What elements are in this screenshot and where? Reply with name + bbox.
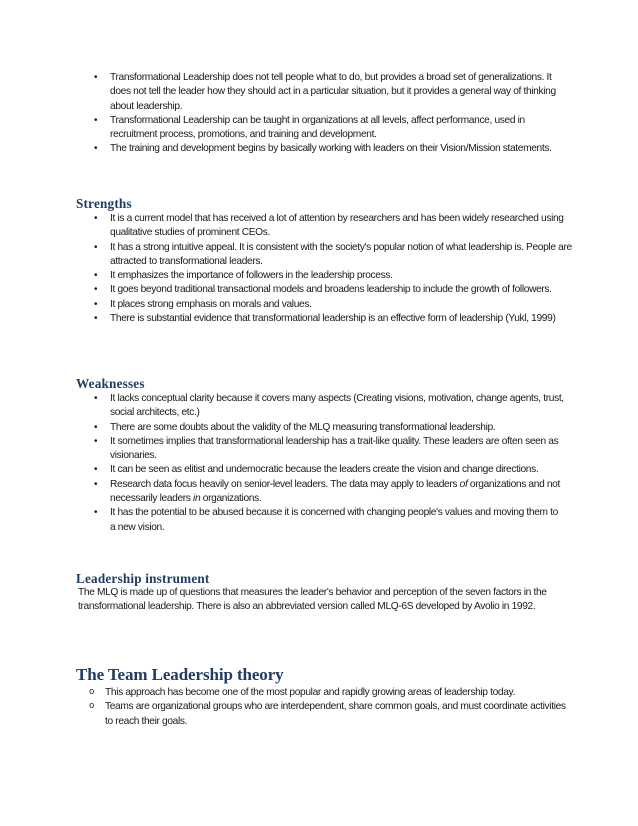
list-item: • Transformational Leadership does not tell people what to do, but provides a broad set of generalizations. It does not tell the leader how they should act in a particular situation, but it provides a general way of thinking about leadership. (110, 71, 565, 114)
weaknesses-heading: Weaknesses (76, 376, 145, 391)
list-item: o Teams are organizational groups who are interdependent, share common goals, and must coordinate activities to reach their goals. (105, 700, 575, 729)
emphasis-text: of (459, 478, 468, 490)
list-item: • It is a current model that has received a lot of attention by researchers and has been widely researched using qualitative studies of prominent CEOs. (110, 212, 572, 241)
strengths-heading: Strengths (76, 196, 132, 211)
list-item: o This approach has become one of the most popular and rapidly growing areas of leadership today. (105, 686, 575, 700)
list-item: • It sometimes implies that transformational leadership has a trait-like quality. These leaders are often seen as visionaries. (110, 435, 565, 464)
leadership-instrument-paragraph: The MLQ is made up of questions that measures the leader's behavior and perception of the seven factors in the transformational leadership. There is also an abbreviated version called MLQ-6S developed by Avolio in 1992. (78, 587, 547, 613)
list-item (110, 478, 565, 507)
emphasis-text: in (193, 493, 201, 505)
intro-bullet-list (110, 71, 565, 157)
list-item-text: Research data focus heavily on senior-level leaders. The data may apply to leaders (110, 478, 458, 490)
list-item: • Transformational Leadership can be taught in organizations at all levels, affect performance, used in recruitment process, promotions, and training and development. (110, 114, 565, 143)
list-item: • There are some doubts about the validity of the MLQ measuring transformational leadership. (110, 421, 565, 435)
list-item: • There is substantial evidence that transformational leadership is an effective form of leadership (Yukl, 1999) (110, 312, 572, 326)
list-item: • It has a strong intuitive appeal. It is consistent with the society's popular notion of what leadership is. People are attracted to transformational leaders. (110, 241, 572, 270)
list-item: • It lacks conceptual clarity because it covers many aspects (Creating visions, motivation, change agents, trust, social architects, etc.) (110, 392, 565, 421)
team-leadership-heading: The Team Leadership theory (76, 665, 284, 684)
list-item: • It has the potential to be abused because it is concerned with changing people's values and moving them to a new vision. (110, 506, 565, 535)
list-item-text: organizations and not necessarily leaders (110, 478, 560, 505)
leadership-instrument-heading: Leadership instrument (76, 571, 210, 586)
list-item: • It emphasizes the importance of followers in the leadership process. (110, 269, 572, 283)
list-item: • It can be seen as elitist and undemocratic because the leaders create the vision and change directions. (110, 463, 565, 477)
list-item-text: organizations. (202, 493, 262, 505)
team-leadership-list (105, 686, 575, 729)
weaknesses-bullet-list (110, 392, 565, 535)
list-item: • It places strong emphasis on morals and values. (110, 298, 572, 312)
list-item: • The training and development begins by basically working with leaders on their Vision/Mission statements. (110, 142, 565, 156)
strengths-bullet-list (110, 212, 572, 326)
list-item: • It goes beyond traditional transactional models and broadens leadership to include the growth of followers. (110, 283, 572, 297)
